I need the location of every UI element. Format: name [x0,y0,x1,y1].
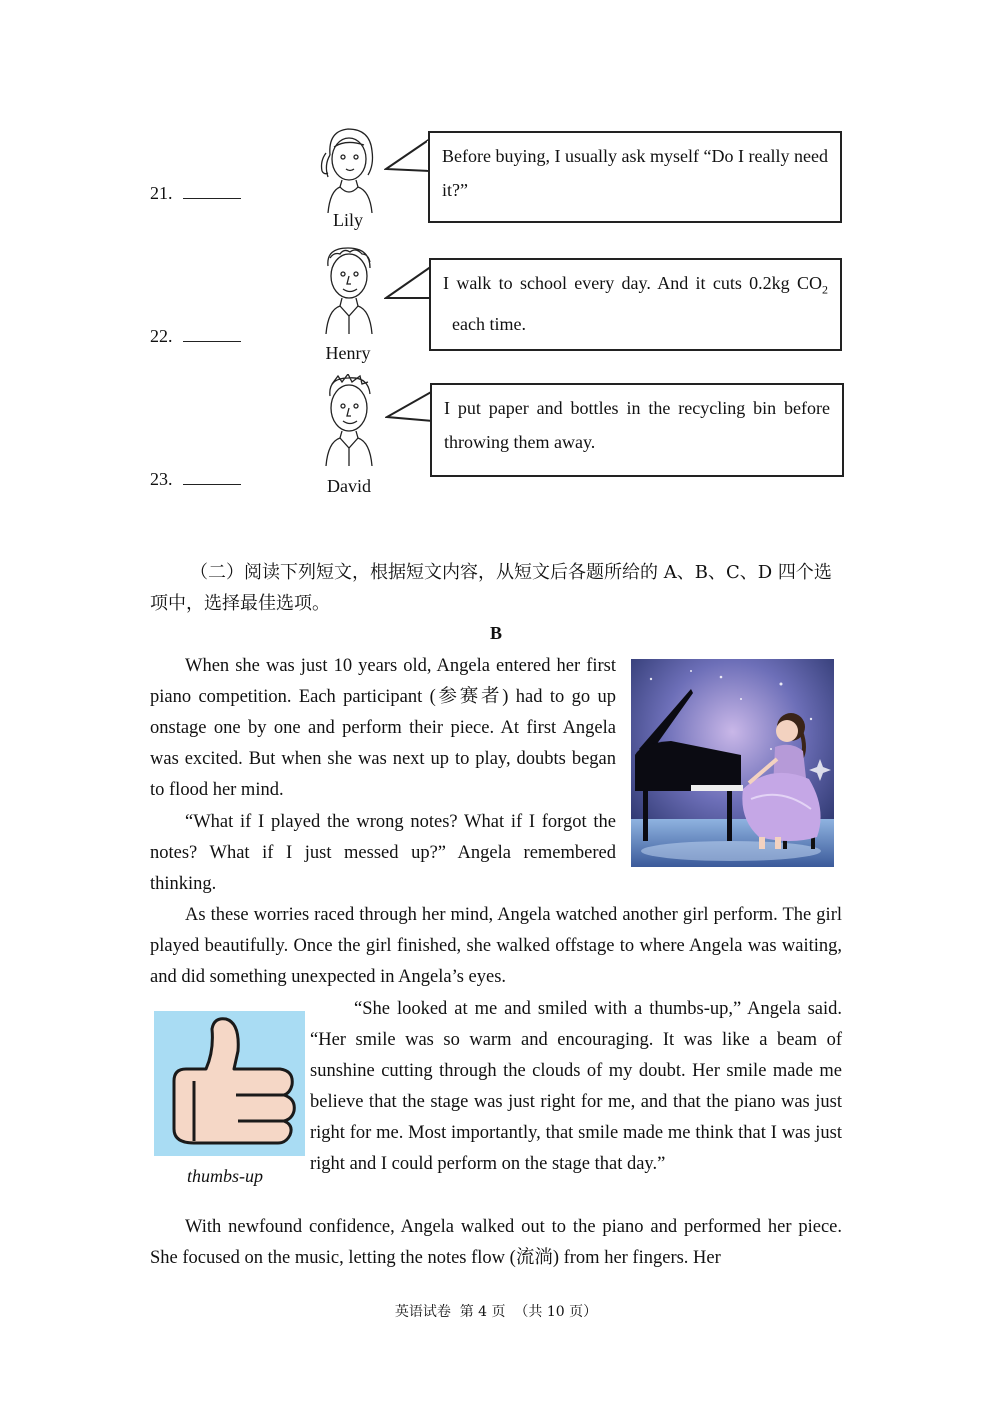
henry-portrait-icon [320,244,378,336]
paragraph-2: “What if I played the wrong notes? What if I forgot the notes? What if I just messed up?” Angela remembered thinking. [150,812,616,894]
speech-bubble-henry [429,258,842,351]
paragraph-5: With newfound confidence, Angela walked out to the piano and performed her piece. She focused on the music, letting the notes flow (流淌) from her fingers. Her [150,1217,842,1268]
character-name-david: David [327,476,371,496]
question-22 [150,325,241,347]
speech-bubble-tail [384,258,432,318]
paragraph-1: When she was just 10 years old, Angela entered her first piano competition. Each participant (参赛者) had to go up onstage one by one and perform their piece. At first Angela was excited. But when she was next up to play, doubts began to flood her mind. [150,656,616,800]
character-name-lily: Lily [333,210,363,230]
question-number: 22. [150,326,173,346]
passage-label: B [489,623,502,643]
answer-blank[interactable] [183,468,241,485]
thumbs-up-image [154,1011,305,1156]
lily-portrait-icon [318,125,380,215]
bubble-text: I walk to school every day. And it cuts 0.2kg CO [443,273,822,293]
page-footer: 英语试卷 第 4 页 （共 10 页） [394,1304,598,1320]
thumbs-up-caption: thumbs-up [187,1166,263,1186]
paragraph-4-text: “She looked at me and smiled with a thumbs-up,” Angela said. “Her smile was so warm and encouraging. It was like a beam of sunshine cutting through the clouds of my doubt. Her smile made me believe that the stage was just right for me, and that the piano was just right for me. Most importantly, that smile made me think that I was just right and I could perform on the stage that day.” [310,999,842,1174]
speech-bubble-david [430,383,844,477]
subscript: 2 [822,282,828,297]
speech-bubble-tail [385,383,433,443]
bubble-text: Before buying, I usually ask myself “Do I really need it?” [442,146,828,200]
section-instruction: （二）阅读下列短文，根据短文内容，从短文后各题所给的 A、B、C、D 四个选项中，选择最佳选项。 [150,562,832,614]
paragraph-3: As these worries raced through her mind, Angela watched another girl perform. The girl played beautifully. Once the girl finished, she walked offstage to where Angela was waiting, and did something unexpected in Angela’s eyes. [150,905,842,987]
speech-bubble-tail [384,131,430,191]
answer-blank[interactable] [183,325,241,342]
bubble-text-end: each time. [443,313,526,334]
david-portrait-icon [320,374,378,468]
speech-bubble-lily [428,131,842,223]
question-21 [150,182,241,204]
question-23 [150,468,241,490]
question-number: 21. [150,183,173,203]
bubble-text: I put paper and bottles in the recycling bin before throwing them away. [444,398,830,452]
character-name-henry: Henry [325,343,371,363]
answer-blank[interactable] [183,182,241,199]
question-number: 23. [150,469,173,489]
paragraph-4 [310,994,842,1180]
piano-girl-image [631,659,834,867]
